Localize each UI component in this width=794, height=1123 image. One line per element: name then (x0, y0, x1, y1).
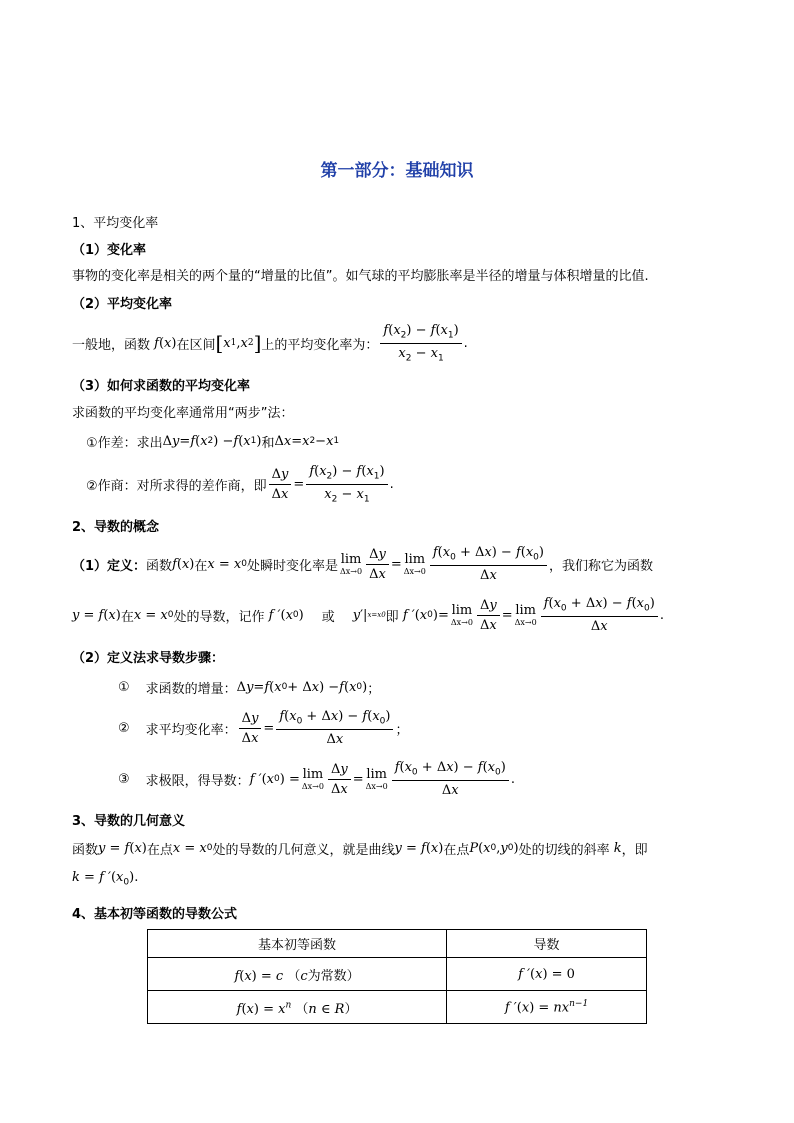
sub-steps: （2）定义法求导数步骤： (72, 651, 225, 666)
table-header-derivative: 导数 (447, 930, 647, 958)
table-row (148, 991, 647, 1024)
formula-slope: k = f $'(x_0)$. (72, 870, 139, 888)
step2-text: 求平均变化率： (145, 722, 237, 738)
step3-text: 求极限，得导数： (145, 773, 250, 789)
step3-number: ③ (118, 771, 130, 787)
step-difference: ①作差：求出 Δ y = f ( x 2 ) − f ( x 1 ) 和 Δ x = x 2 − x 1 (86, 433, 340, 451)
section1-heading: 1、平均变化率 (72, 216, 159, 231)
table-cell-constant-derivative: f ′(x) = 0 (447, 958, 647, 991)
text-namely-3: ，即 (621, 842, 648, 858)
sub-average-rate: （2）平均变化率 (72, 297, 173, 312)
text-geometric-meaning: 处的导数的几何意义，就是曲线 (212, 842, 395, 858)
paragraph-two-steps: 求函数的平均变化率通常用“两步”法： (72, 406, 294, 421)
sub-how-to: （3）如何求函数的平均变化率 (72, 379, 251, 394)
paragraph-change-rate: 事物的变化率是相关的两个量的“增量的比值”。如气球的平均膨胀率是半径的增量与体积增量的比值. (72, 269, 649, 284)
step2-label: ②作商：对所求得的差作商，即 (86, 478, 267, 494)
power-note: n ∈ R (308, 1001, 345, 1017)
table-cell-power-derivative: f $'(x) = nx^{n-1}$ (447, 991, 647, 1024)
text-avg-rate: 上的平均变化率为： (261, 337, 379, 353)
text-at-point-2: 在点 (443, 842, 470, 858)
step-average: ② 求平均变化率： $\frac{\Delta y}{\Delta x}$ = $\frac{f(x_0 + \Delta x) - f(x_0)}{\Delta x}$ ； (118, 709, 409, 747)
definition-line: （1）定义： 函数 f ( x ) 在 x = x 0 处瞬时变化率是 lim Δx→0 $\frac{\Delta y}{\Delta x}$ = lim Δx→0 $\frac{f(x_0 + \Delta x) - f(x_0)}{\Delta x}$ ，我们称它为函数 (72, 545, 653, 583)
text-function: 函数 (146, 558, 173, 574)
geometric-meaning-line: 函数 y = f ( x ) 在点 x = x 0 处的导数的几何意义，就是曲线 y = f ( x ) 在点 P ( x 0 , y 0 ) 处的切线的斜率 k ，即 (72, 840, 648, 858)
text-general: 一般地，函数 (72, 337, 151, 353)
text-instant-rate: 处瞬时变化率是 (246, 558, 338, 574)
step-limit: ③ 求极限，得导数： f ′ ( x 0 ) = lim Δx→0 $\frac{\Delta y}{\Delta x}$ = lim Δx→0 $\frac{f(x_0 + \Delta x) - f(x_0)}{\Delta x}$ . (118, 760, 515, 798)
text-in-interval: 在区间 (176, 337, 216, 353)
step1-number: ① (118, 679, 130, 695)
table-row (148, 958, 647, 991)
table-cell-constant: f(x) = c （c为常数） (148, 958, 447, 991)
section4-heading: 4、基本初等函数的导数公式 (72, 907, 238, 922)
sub-change-rate: （1）变化率 (72, 243, 147, 258)
text-or: 或 (321, 609, 335, 625)
text-namely: 即 (385, 609, 399, 625)
text-at-point: 在点 (146, 842, 173, 858)
text-at: 在 (194, 558, 208, 574)
text-and: 和 (261, 435, 275, 451)
derivative-notation-line: y = f ( x ) 在 x = x 0 处的导数，记作 f ′ ( x 0 ) 或 y ′| x=x0 即 f ′ ( x 0 )= lim Δx→0 $\frac{\Delta y}{\Delta x}$ = lim Δx→0 $\frac{f(x_0 + \Delta x) - f(x_0)}{\Delta x}$ . (72, 596, 664, 634)
step2-number: ② (118, 720, 130, 736)
text-function-3: 函数 (72, 842, 99, 858)
text-tangent-slope: 处的切线的斜率 (518, 842, 610, 858)
step1-text: 求函数的增量： (145, 681, 237, 697)
step1-label: ①作差：求出 (86, 435, 163, 451)
derivative-formula-table (147, 929, 647, 1024)
formula-fx: f (150, 335, 159, 351)
formula-avg-rate: $\frac{f(x_2) - f(x_1)}{x_2 - x_1}$ (380, 323, 461, 363)
page-title: 第一部分：基础知识 (320, 161, 474, 181)
text-we-call: ，我们称它为函数 (548, 558, 653, 574)
step-increment: ① 求函数的增量： Δ y = f ( x 0 + Δ x ) − f ( x 0 ) ； (118, 679, 381, 697)
constant-note: 为常数 (307, 968, 347, 984)
text-derivative-notation: 处的导数，记作 (173, 609, 265, 625)
table-cell-power: $f(x) = x^n$ （n ∈ R） (148, 991, 447, 1024)
text-at-2: 在 (120, 609, 134, 625)
section3-heading: 3、导数的几何意义 (72, 814, 186, 829)
section2-heading: 2、导数的概念 (72, 520, 160, 535)
step-quotient: ②作商：对所求得的差作商，即 $\frac{\Delta y}{\Delta x}$ = $\frac{f(x_2) - f(x_1)}{x_2 - x_1}$ . (86, 463, 394, 505)
average-rate-line: 一般地，函数 f ( x ) 在区间 [ x 1 , x 2 ] 上的平均变化率为： $\frac{f(x_2) - f(x_1)}{x_2 - x_1}$ . (72, 322, 468, 364)
table-header-row (148, 930, 647, 958)
definition-label: （1）定义： (72, 558, 147, 574)
table-header-function: 基本初等函数 (148, 930, 447, 958)
